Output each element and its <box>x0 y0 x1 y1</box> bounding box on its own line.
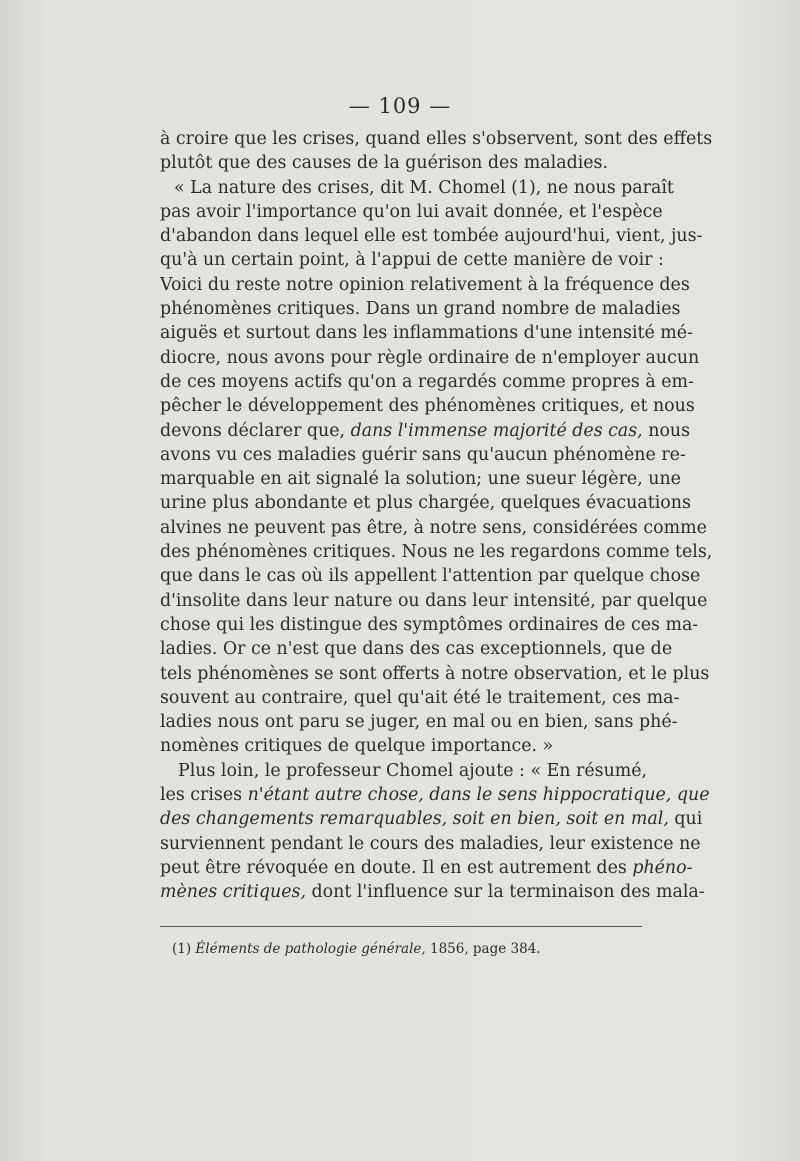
text-line: ladies nous ont paru se juger, en mal ou en bien, sans phé- <box>160 712 678 733</box>
footnote-separator <box>160 926 642 927</box>
text-line: tels phénomènes se sont offerts à notre observation, et le plus <box>160 663 710 684</box>
text-line: Plus loin, le professeur Chomel ajoute : « En résumé, <box>178 760 648 781</box>
text-segment: peut être révoquée en doute. Il en est autrement des <box>160 857 633 878</box>
text-segment: qui <box>668 809 703 830</box>
text-line: d'abandon dans lequel elle est tombée aujourd'hui, vient, jus- <box>160 226 703 247</box>
text-line <box>160 880 705 904</box>
body-text <box>160 127 713 905</box>
text-line: d'insolite dans leur nature ou dans leur intensité, par quelque <box>160 590 708 611</box>
text-line: alvines ne peuvent pas être, à notre sens, considérées comme <box>160 517 707 538</box>
italic-segment: phéno- <box>632 857 693 878</box>
text-line: Voici du reste notre opinion relativement à la fréquence des <box>160 274 690 295</box>
text-line: « La nature des crises, dit M. Chomel (1), ne nous paraît <box>174 177 674 198</box>
text-line: urine plus abondante et plus chargée, quelques évacuations <box>160 493 691 514</box>
text-line <box>160 419 691 443</box>
footnote-number: (1) <box>172 941 192 957</box>
text-segment: nous <box>642 420 691 441</box>
text-segment: devons déclarer que, <box>160 420 351 441</box>
text-line: pêcher le développement des phénomènes critiques, et nous <box>160 396 695 417</box>
text-line: diocre, nous avons pour règle ordinaire de n'employer aucun <box>160 347 700 368</box>
text-segment: les crises <box>160 785 248 806</box>
text-line <box>160 807 703 831</box>
text-line: à croire que les crises, quand elles s'observent, sont des effets <box>160 129 713 149</box>
italic-segment: mènes critiques, <box>160 882 306 903</box>
italic-segment: dans l'immense majorité des cas, <box>350 420 643 441</box>
italic-segment: des changements remarquables, soit en bien, soit en mal, <box>160 809 669 830</box>
text-line: surviennent pendant le cours des maladies, leur existence ne <box>160 833 701 854</box>
text-line: ladies. Or ce n'est que dans des cas exceptionnels, que de <box>160 639 673 660</box>
text-line: aiguës et surtout dans les inflammations d'une intensité mé- <box>160 323 693 344</box>
text-line: souvent au contraire, quel qu'ait été le traitement, ces ma- <box>160 687 680 708</box>
text-line: chose qui les distingue des symptômes ordinaires de ces ma- <box>160 614 699 635</box>
text-line: nomènes critiques de quelque importance. » <box>160 736 554 757</box>
text-line: plutôt que des causes de la guérison des maladies. <box>160 153 609 174</box>
text-segment: dont l'influence sur la terminaison des mala- <box>305 882 705 903</box>
footnote-reference: 1856, page 384. <box>425 941 541 957</box>
text-line <box>160 783 710 807</box>
text-line: qu'à un certain point, à l'appui de cette manière de voir : <box>160 250 664 271</box>
text-line: phénomènes critiques. Dans un grand nombre de maladies <box>160 299 681 320</box>
footnote-title: Éléments de pathologie générale, <box>195 941 426 957</box>
page-number: — 109 — <box>348 94 452 118</box>
italic-segment: n'étant autre chose, dans le sens hippocratique, que <box>247 785 710 806</box>
text-line: avons vu ces maladies guérir sans qu'aucun phénomène re- <box>160 444 686 465</box>
footnote <box>172 941 632 957</box>
text-line <box>160 856 693 880</box>
text-line: pas avoir l'importance qu'on lui avait donnée, et l'espèce <box>160 201 663 222</box>
text-line: que dans le cas où ils appellent l'attention par quelque chose <box>160 566 701 587</box>
text-line: des phénomènes critiques. Nous ne les regardons comme tels, <box>160 542 713 563</box>
text-line: marquable en ait signalé la solution; une sueur légère, une <box>160 469 681 490</box>
text-line: de ces moyens actifs qu'on a regardés comme propres à em- <box>160 371 694 392</box>
